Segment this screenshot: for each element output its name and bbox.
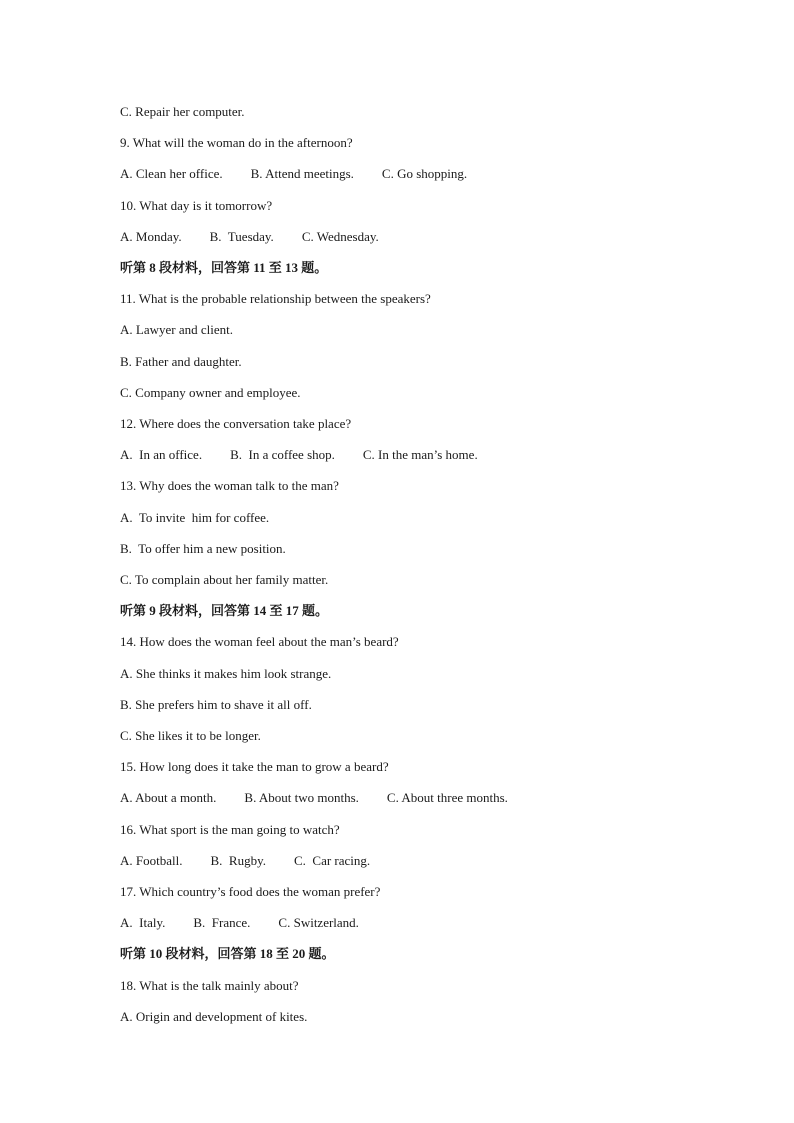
section-heading: 听第 10 段材料，回答第 18 至 20 题。 bbox=[120, 946, 335, 961]
question-line: B. She prefers him to shave it all off. bbox=[120, 697, 312, 712]
question-line: A. Lawyer and client. bbox=[120, 322, 233, 337]
answer-options-row bbox=[120, 447, 478, 463]
question-line: 10. What day is it tomorrow? bbox=[120, 198, 273, 213]
answer-option: C. About three months. bbox=[386, 790, 508, 805]
question-line: 17. Which country’s food does the woman prefer? bbox=[120, 884, 381, 899]
answer-options-row bbox=[120, 915, 359, 931]
answer-option: C. Switzerland. bbox=[278, 915, 359, 930]
question-line: 13. Why does the woman talk to the man? bbox=[120, 478, 339, 493]
answer-option: B. About two months. bbox=[244, 790, 359, 805]
question-line: C. She likes it to be longer. bbox=[120, 728, 261, 743]
question-line: 16. What sport is the man going to watch? bbox=[120, 822, 340, 837]
question-line: 11. What is the probable relationship between the speakers? bbox=[120, 291, 431, 306]
answer-option: C. Go shopping. bbox=[381, 166, 468, 181]
answer-option: A. Monday. bbox=[120, 229, 182, 244]
question-line: 15. How long does it take the man to grow a beard? bbox=[120, 759, 389, 774]
question-line: 12. Where does the conversation take place? bbox=[120, 416, 352, 431]
answer-option: B. Tuesday. bbox=[209, 229, 274, 244]
section-heading: 听第 8 段材料，回答第 11 至 13 题。 bbox=[120, 260, 328, 275]
answer-option: C. Wednesday. bbox=[301, 229, 379, 244]
answer-option: B. Attend meetings. bbox=[250, 166, 354, 181]
question-line: A. To invite him for coffee. bbox=[120, 510, 270, 525]
answer-option: C. Car racing. bbox=[293, 853, 371, 868]
answer-options-row bbox=[120, 229, 379, 245]
answer-option: A. About a month. bbox=[120, 790, 217, 805]
question-line: 9. What will the woman do in the afternoon? bbox=[120, 135, 353, 150]
question-line: C. To complain about her family matter. bbox=[120, 572, 329, 587]
question-line: B. To offer him a new position. bbox=[120, 541, 286, 556]
section-heading: 听第 9 段材料，回答第 14 至 17 题。 bbox=[120, 603, 329, 618]
answer-option: A. Italy. bbox=[120, 915, 166, 930]
answer-option: A. Football. bbox=[120, 853, 183, 868]
answer-option: B. In a coffee shop. bbox=[230, 447, 335, 462]
answer-option: A. Clean her office. bbox=[120, 166, 223, 181]
answer-option: B. Rugby. bbox=[210, 853, 266, 868]
question-line: A. Origin and development of kites. bbox=[120, 1009, 308, 1024]
answer-option: B. France. bbox=[193, 915, 251, 930]
question-line: A. She thinks it makes him look strange. bbox=[120, 666, 332, 681]
question-line: B. Father and daughter. bbox=[120, 354, 242, 369]
question-line: C. Company owner and employee. bbox=[120, 385, 301, 400]
answer-option: A. In an office. bbox=[120, 447, 203, 462]
answer-option: C. In the man’s home. bbox=[362, 447, 478, 462]
answer-options-row bbox=[120, 790, 508, 806]
answer-options-row bbox=[120, 853, 370, 869]
question-line: 18. What is the talk mainly about? bbox=[120, 978, 299, 993]
answer-options-row bbox=[120, 166, 467, 182]
question-line: 14. How does the woman feel about the man’s beard? bbox=[120, 634, 399, 649]
question-line: C. Repair her computer. bbox=[120, 104, 245, 119]
